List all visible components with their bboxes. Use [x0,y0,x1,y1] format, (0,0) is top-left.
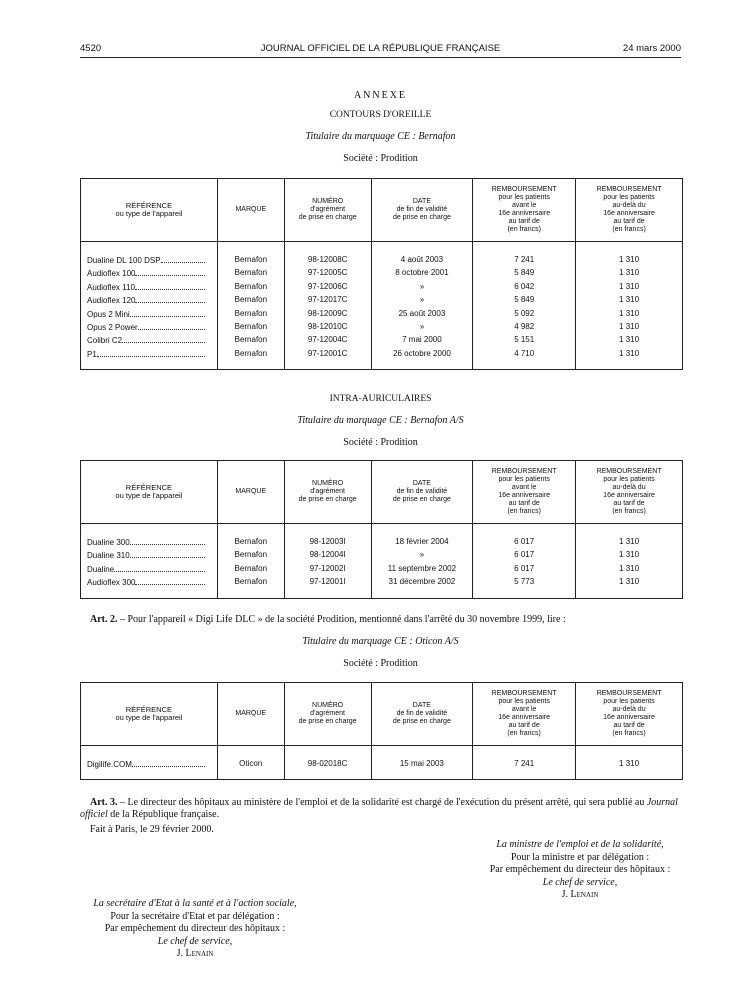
cell-date: 26 octobre 2000 [371,348,473,370]
section1-table [80,178,683,370]
article-3: Art. 3. – Le directeur des hôpitaux au ministère de l'emploi et de la solidarité est chargé de l'exécution du présent arrêté, qui sera publié au Journal officiel de la République française. [80,797,678,820]
cell-date: » [371,549,473,562]
article-2 [80,614,681,626]
cell-numero: 98-12010C [284,321,371,334]
article-3-label: Art. 3. [90,797,118,808]
col-remb-avant: REMBOURSEMENT pour les patients avant le 16e anniversaire au tarif de (en francs) [473,179,576,242]
col-reference: RÉFÉRENCE ou type de l'appareil [81,683,218,746]
col-marque: MARQUE [217,461,284,524]
page-header [80,43,681,58]
section1-titulaire: Titulaire du marquage CE : Bernafon [305,131,456,142]
cell-date: 7 mai 2000 [371,334,473,347]
leader-dots [97,348,205,357]
col-marque: MARQUE [217,179,284,242]
table-row [81,281,683,294]
signature-ministre: La ministre de l'emploi et de la solidarité, Pour la ministre et par délégation : Par empêchement du directeur des hôpitaux : Le chef de service, J. Lenain [489,839,671,900]
col-date: DATE de fin de validité de prise en charge [371,683,473,746]
col-numero: NUMÉRO d'agrément de prise en charge [284,179,371,242]
cell-remb-avant: 5 849 [473,267,576,280]
page-number: 4520 [80,43,102,54]
section1-societe: Société : Prodition [343,153,418,164]
table-row [81,334,683,347]
leader-dots [135,281,205,290]
leader-dots [130,549,205,558]
leader-dots [161,254,205,263]
cell-reference: Colibri C2 [81,334,218,347]
cell-remb-apres: 1 310 [576,242,683,268]
cell-remb-avant: 5 151 [473,334,576,347]
cell-reference: Audioflex 100 [81,267,218,280]
cell-date: » [371,294,473,307]
cell-remb-avant: 6 017 [473,549,576,562]
table-header [81,461,683,524]
cell-remb-apres: 1 310 [576,563,683,576]
cell-numero: 97-12004C [284,334,371,347]
annexe-title: ANNEXE [353,90,408,101]
cell-remb-apres: 1 310 [576,321,683,334]
cell-remb-avant: 5 773 [473,576,576,598]
section3-societe: Société : Prodition [343,658,418,669]
table-row [81,242,683,268]
cell-numero: 97-12017C [284,294,371,307]
cell-reference: Audioflex 300 [81,576,218,598]
cell-marque: Bernafon [217,524,284,550]
cell-remb-apres: 1 310 [576,524,683,550]
table-header [81,179,683,242]
cell-remb-apres: 1 310 [576,746,683,780]
col-remb-apres: REMBOURSEMENT pour les patients au-delà du 16e anniversaire au tarif de (en francs) [576,179,683,242]
section3-table [80,682,683,780]
cell-date: 11 septembre 2002 [371,563,473,576]
cell-date: » [371,321,473,334]
cell-numero: 97-12006C [284,281,371,294]
cell-reference: Digilife.COM [81,746,218,780]
col-numero: NUMÉRO d'agrément de prise en charge [284,683,371,746]
table-row [81,746,683,780]
table-row [81,563,683,576]
col-remb-apres: REMBOURSEMENT pour les patients au-delà du 16e anniversaire au tarif de (en francs) [576,461,683,524]
leader-dots [135,294,205,303]
col-date: DATE de fin de validité de prise en charge [371,461,473,524]
signature-secretaire: La secrétaire d'Etat à la santé et à l'action sociale, Pour la secrétaire d'Etat et par délégation : Par empêchement du directeur des hôpitaux : Le chef de service, J. Lenain [93,898,297,959]
cell-remb-avant: 4 710 [473,348,576,370]
cell-numero: 98-12004I [284,549,371,562]
cell-remb-avant: 7 241 [473,746,576,780]
col-remb-avant: REMBOURSEMENT pour les patients avant le 16e anniversaire au tarif de (en francs) [473,683,576,746]
cell-marque: Bernafon [217,549,284,562]
cell-remb-avant: 6 017 [473,563,576,576]
cell-numero: 98-12008C [284,242,371,268]
leader-dots [135,267,205,276]
cell-marque: Bernafon [217,334,284,347]
cell-numero: 98-12003I [284,524,371,550]
col-numero: NUMÉRO d'agrément de prise en charge [284,461,371,524]
cell-reference: Opus 2 Mini [81,308,218,321]
table-header [81,683,683,746]
journal-title: JOURNAL OFFICIEL DE LA RÉPUBLIQUE FRANÇAISE [260,43,501,54]
section2-societe: Société : Prodition [343,437,418,448]
cell-date: 15 mai 2003 [371,746,473,780]
cell-reference: Dualine [81,563,218,576]
cell-reference: P1 [81,348,218,370]
leader-dots [130,536,205,545]
table-row [81,549,683,562]
cell-marque: Bernafon [217,267,284,280]
table-row [81,524,683,550]
article-2-label: Art. 2. [90,614,118,625]
cell-marque: Bernafon [217,294,284,307]
leader-dots [132,758,205,767]
issue-date: 24 mars 2000 [622,43,681,54]
cell-remb-apres: 1 310 [576,334,683,347]
table-row [81,267,683,280]
cell-marque: Oticon [217,746,284,780]
cell-marque: Bernafon [217,563,284,576]
cell-date: 25 août 2003 [371,308,473,321]
leader-dots [138,321,205,330]
leader-dots [130,308,205,317]
cell-numero: 98-12009C [284,308,371,321]
cell-remb-avant: 5 092 [473,308,576,321]
cell-reference: Audioflex 120 [81,294,218,307]
cell-remb-avant: 6 042 [473,281,576,294]
cell-numero: 98-02018C [284,746,371,780]
cell-marque: Bernafon [217,576,284,598]
cell-marque: Bernafon [217,308,284,321]
col-reference: RÉFÉRENCE ou type de l'appareil [81,179,218,242]
table-row [81,576,683,598]
table-row [81,294,683,307]
cell-date: 4 août 2003 [371,242,473,268]
cell-marque: Bernafon [217,348,284,370]
section2-title: INTRA-AURICULAIRES [329,394,432,404]
leader-dots [114,563,205,572]
cell-remb-avant: 6 017 [473,524,576,550]
article-2-text: – Pour l'appareil « Digi Life DLC » de la société Prodition, mentionné dans l'arrêté du 30 novembre 1999, lire : [117,614,566,625]
cell-remb-avant: 5 849 [473,294,576,307]
cell-remb-apres: 1 310 [576,549,683,562]
section1-title: CONTOURS D'OREILLE [329,110,432,120]
cell-reference: Dualine DL 100 DSP [81,242,218,268]
cell-remb-apres: 1 310 [576,308,683,321]
cell-numero: 97-12002I [284,563,371,576]
cell-remb-avant: 7 241 [473,242,576,268]
col-date: DATE de fin de validité de prise en charge [371,179,473,242]
section2-table [80,460,683,599]
cell-reference: Dualine 300 [81,524,218,550]
section3-titulaire: Titulaire du marquage CE : Oticon A/S [302,636,459,647]
cell-remb-apres: 1 310 [576,348,683,370]
cell-date: 18 février 2004 [371,524,473,550]
cell-marque: Bernafon [217,281,284,294]
table-row [81,321,683,334]
cell-remb-apres: 1 310 [576,294,683,307]
cell-remb-apres: 1 310 [576,267,683,280]
cell-date: » [371,281,473,294]
section2-titulaire: Titulaire du marquage CE : Bernafon A/S [297,415,464,426]
fait-a-paris: Fait à Paris, le 29 février 2000. [90,824,214,835]
cell-numero: 97-12001I [284,576,371,598]
col-reference: RÉFÉRENCE ou type de l'appareil [81,461,218,524]
cell-numero: 97-12005C [284,267,371,280]
cell-remb-apres: 1 310 [576,281,683,294]
cell-date: 8 octobre 2001 [371,267,473,280]
cell-date: 31 décembre 2002 [371,576,473,598]
col-marque: MARQUE [217,683,284,746]
leader-dots [135,576,205,585]
cell-reference: Audioflex 110 [81,281,218,294]
cell-reference: Opus 2 Power [81,321,218,334]
table-row [81,348,683,370]
col-remb-avant: REMBOURSEMENT pour les patients avant le 16e anniversaire au tarif de (en francs) [473,461,576,524]
table-row [81,308,683,321]
cell-numero: 97-12001C [284,348,371,370]
leader-dots [122,334,205,343]
cell-marque: Bernafon [217,321,284,334]
col-remb-apres: REMBOURSEMENT pour les patients au-delà du 16e anniversaire au tarif de (en francs) [576,683,683,746]
cell-marque: Bernafon [217,242,284,268]
cell-reference: Dualine 310 [81,549,218,562]
cell-remb-apres: 1 310 [576,576,683,598]
cell-remb-avant: 4 982 [473,321,576,334]
